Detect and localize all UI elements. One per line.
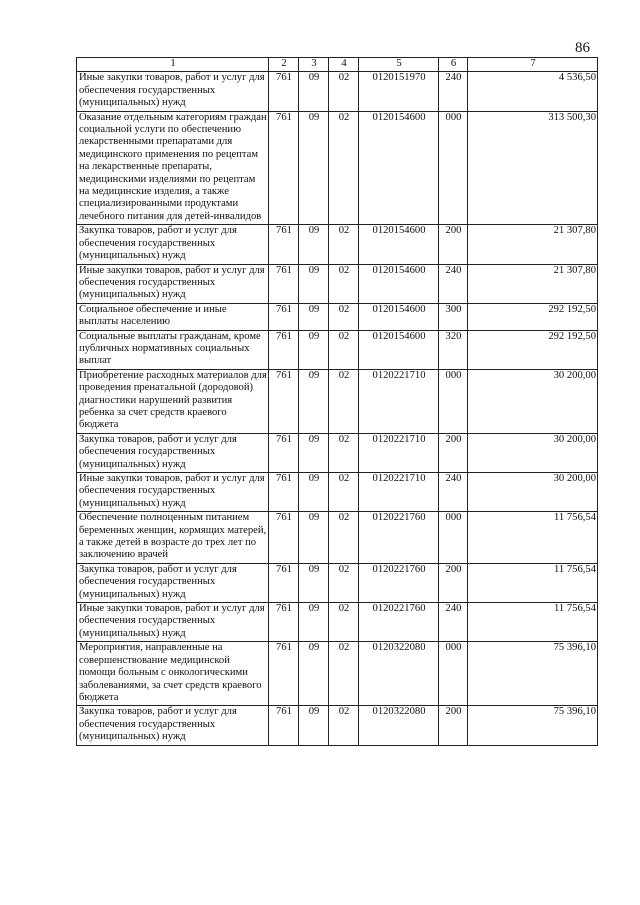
row-name-cell: Приобретение расходных материалов для проведения пренатальной (дородовой) диагностики нарушений развития ребенка за счет средств краевого бюджета [77, 369, 269, 433]
table-row [77, 111, 598, 225]
amount-cell: 292 192,50 [468, 303, 598, 330]
section-code-cell: 09 [299, 642, 329, 706]
section-code-cell: 09 [299, 433, 329, 472]
ministry-code-cell: 761 [269, 369, 299, 433]
section-code-cell: 09 [299, 303, 329, 330]
amount-cell: 30 200,00 [468, 433, 598, 472]
target-article-cell: 0120221710 [359, 369, 439, 433]
section-code-cell: 09 [299, 473, 329, 512]
ministry-code-cell: 761 [269, 642, 299, 706]
row-name-cell: Обеспечение полноценным питанием беременных женщин, кормящих матерей, а также детей в возрасте до трех лет по заключению врачей [77, 512, 269, 564]
target-article-cell: 0120154600 [359, 225, 439, 264]
expense-type-cell: 240 [439, 473, 468, 512]
subsection-code-cell: 02 [329, 264, 359, 303]
expense-type-cell: 000 [439, 642, 468, 706]
amount-cell: 30 200,00 [468, 473, 598, 512]
table-row [77, 264, 598, 303]
subsection-code-cell: 02 [329, 369, 359, 433]
section-code-cell: 09 [299, 72, 329, 111]
target-article-cell: 0120221760 [359, 563, 439, 602]
ministry-code-cell: 761 [269, 111, 299, 225]
subsection-code-cell: 02 [329, 111, 359, 225]
amount-cell: 11 756,54 [468, 563, 598, 602]
expense-type-cell: 240 [439, 264, 468, 303]
row-name-cell: Мероприятия, направленные на совершенствование медицинской помощи больным с онкологическими заболеваниями, за счет средств краевого бюджета [77, 642, 269, 706]
subsection-code-cell: 02 [329, 706, 359, 745]
ministry-code-cell: 761 [269, 264, 299, 303]
row-name-cell: Закупка товаров, работ и услуг для обеспечения государственных (муниципальных) нужд [77, 706, 269, 745]
amount-cell: 30 200,00 [468, 369, 598, 433]
header-cell: 5 [359, 58, 439, 72]
subsection-code-cell: 02 [329, 72, 359, 111]
expense-type-cell: 000 [439, 512, 468, 564]
subsection-code-cell: 02 [329, 642, 359, 706]
ministry-code-cell: 761 [269, 225, 299, 264]
expense-type-cell: 200 [439, 433, 468, 472]
subsection-code-cell: 02 [329, 303, 359, 330]
ministry-code-cell: 761 [269, 330, 299, 369]
ministry-code-cell: 761 [269, 706, 299, 745]
row-name-cell: Закупка товаров, работ и услуг для обеспечения государственных (муниципальных) нужд [77, 563, 269, 602]
table-row [77, 369, 598, 433]
expense-type-cell: 000 [439, 369, 468, 433]
amount-cell: 21 307,80 [468, 225, 598, 264]
amount-cell: 75 396,10 [468, 706, 598, 745]
table-row [77, 563, 598, 602]
expense-type-cell: 200 [439, 225, 468, 264]
section-code-cell: 09 [299, 264, 329, 303]
header-cell: 3 [299, 58, 329, 72]
target-article-cell: 0120154600 [359, 264, 439, 303]
expense-type-cell: 240 [439, 603, 468, 642]
target-article-cell: 0120322080 [359, 706, 439, 745]
row-name-cell: Иные закупки товаров, работ и услуг для обеспечения государственных (муниципальных) нужд [77, 264, 269, 303]
expense-type-cell: 320 [439, 330, 468, 369]
table-row [77, 225, 598, 264]
ministry-code-cell: 761 [269, 433, 299, 472]
table-row [77, 473, 598, 512]
section-code-cell: 09 [299, 603, 329, 642]
section-code-cell: 09 [299, 225, 329, 264]
section-code-cell: 09 [299, 512, 329, 564]
target-article-cell: 0120154600 [359, 330, 439, 369]
subsection-code-cell: 02 [329, 603, 359, 642]
subsection-code-cell: 02 [329, 330, 359, 369]
subsection-code-cell: 02 [329, 433, 359, 472]
amount-cell: 11 756,54 [468, 512, 598, 564]
section-code-cell: 09 [299, 706, 329, 745]
amount-cell: 21 307,80 [468, 264, 598, 303]
header-cell: 2 [269, 58, 299, 72]
table-header-row [77, 58, 598, 72]
target-article-cell: 0120151970 [359, 72, 439, 111]
expense-type-cell: 200 [439, 563, 468, 602]
expense-type-cell: 000 [439, 111, 468, 225]
table-row [77, 330, 598, 369]
amount-cell: 313 500,30 [468, 111, 598, 225]
target-article-cell: 0120154600 [359, 111, 439, 225]
header-cell: 4 [329, 58, 359, 72]
section-code-cell: 09 [299, 111, 329, 225]
header-cell: 7 [468, 58, 598, 72]
section-code-cell: 09 [299, 330, 329, 369]
amount-cell: 11 756,54 [468, 603, 598, 642]
row-name-cell: Иные закупки товаров, работ и услуг для обеспечения государственных (муниципальных) нужд [77, 473, 269, 512]
section-code-cell: 09 [299, 563, 329, 602]
ministry-code-cell: 761 [269, 563, 299, 602]
expense-type-cell: 200 [439, 706, 468, 745]
ministry-code-cell: 761 [269, 512, 299, 564]
ministry-code-cell: 761 [269, 603, 299, 642]
ministry-code-cell: 761 [269, 72, 299, 111]
row-name-cell: Закупка товаров, работ и услуг для обеспечения государственных (муниципальных) нужд [77, 225, 269, 264]
row-name-cell: Иные закупки товаров, работ и услуг для обеспечения государственных (муниципальных) нужд [77, 603, 269, 642]
amount-cell: 4 536,50 [468, 72, 598, 111]
page-number: 86 [575, 40, 590, 56]
amount-cell: 75 396,10 [468, 642, 598, 706]
target-article-cell: 0120221710 [359, 473, 439, 512]
table-row [77, 72, 598, 111]
ministry-code-cell: 761 [269, 303, 299, 330]
ministry-code-cell: 761 [269, 473, 299, 512]
expense-type-cell: 240 [439, 72, 468, 111]
target-article-cell: 0120154600 [359, 303, 439, 330]
table-row [77, 642, 598, 706]
budget-table [76, 57, 598, 746]
target-article-cell: 0120322080 [359, 642, 439, 706]
amount-cell: 292 192,50 [468, 330, 598, 369]
subsection-code-cell: 02 [329, 512, 359, 564]
target-article-cell: 0120221710 [359, 433, 439, 472]
table-row [77, 303, 598, 330]
target-article-cell: 0120221760 [359, 512, 439, 564]
header-cell: 6 [439, 58, 468, 72]
subsection-code-cell: 02 [329, 563, 359, 602]
expense-type-cell: 300 [439, 303, 468, 330]
table-row [77, 433, 598, 472]
table-row [77, 706, 598, 745]
subsection-code-cell: 02 [329, 225, 359, 264]
row-name-cell: Социальные выплаты гражданам, кроме публичных нормативных социальных выплат [77, 330, 269, 369]
section-code-cell: 09 [299, 369, 329, 433]
row-name-cell: Иные закупки товаров, работ и услуг для обеспечения государственных (муниципальных) нужд [77, 72, 269, 111]
table-row [77, 512, 598, 564]
row-name-cell: Социальное обеспечение и иные выплаты населению [77, 303, 269, 330]
row-name-cell: Оказание отдельным категориям граждан социальной услуги по обеспечению лекарственными препаратами для медицинского применения по рецептам на лекарственные препараты, медицинскими изделиями по рецептам на медицинские изделия, а также специализированными продуктами лечебного питания для детей-инвалидов [77, 111, 269, 225]
header-cell: 1 [77, 58, 269, 72]
row-name-cell: Закупка товаров, работ и услуг для обеспечения государственных (муниципальных) нужд [77, 433, 269, 472]
table-row [77, 603, 598, 642]
target-article-cell: 0120221760 [359, 603, 439, 642]
subsection-code-cell: 02 [329, 473, 359, 512]
